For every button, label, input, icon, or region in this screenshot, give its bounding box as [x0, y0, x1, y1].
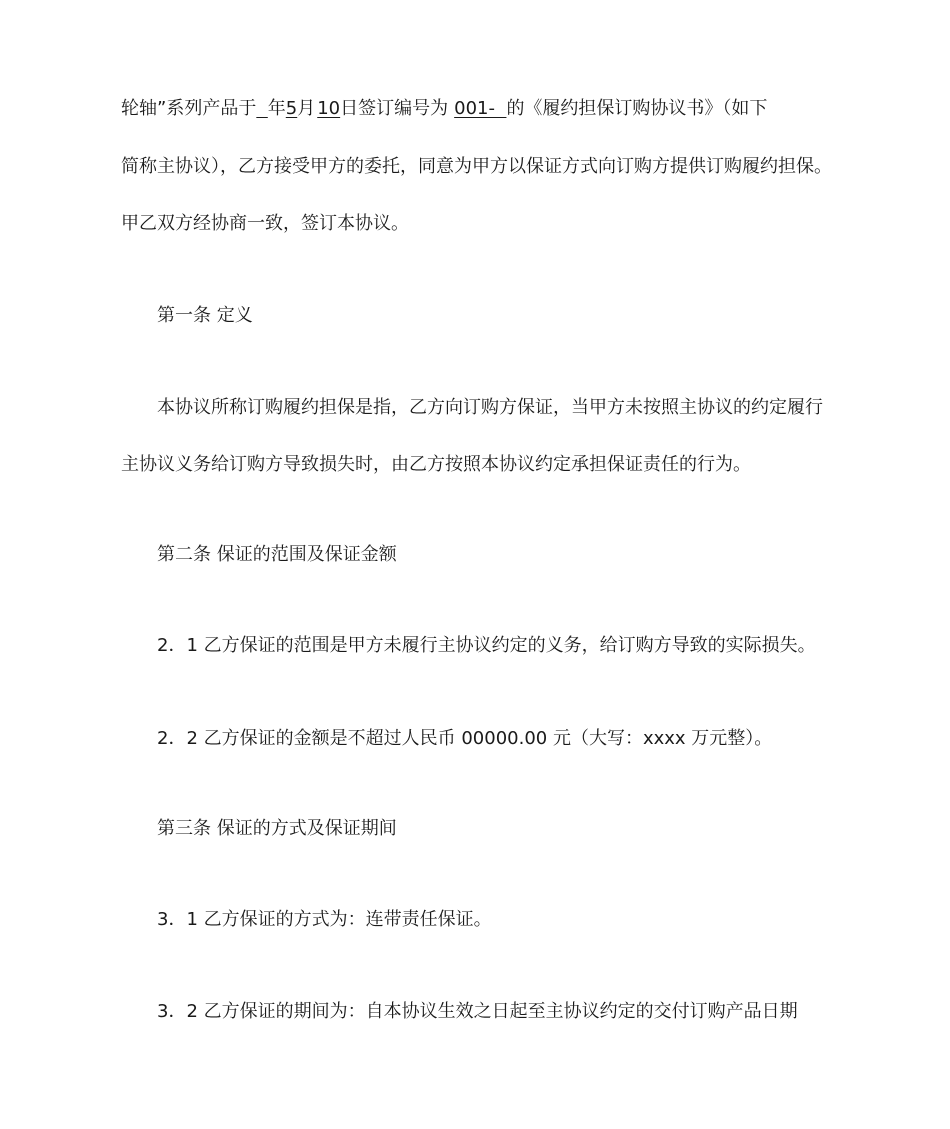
article-1-paragraph-line-1: 本协议所称订购履约担保是指，乙方向订购方保证，当甲方未按照主协议的约定履行: [157, 397, 823, 418]
day-value: 10: [317, 98, 341, 119]
article-2-item-2: 2．2 乙方保证的金额是不超过人民币 00000.00 元（大写：xxxx 万元整）。: [157, 728, 773, 749]
article-2-heading: 第二条 保证的范围及保证金额: [157, 544, 397, 565]
preamble-line-1: [121, 97, 767, 121]
preamble-line-3: 甲乙双方经协商一致，签订本协议。: [121, 213, 409, 234]
article-3-item-1: 3．1 乙方保证的方式为：连带责任保证。: [157, 909, 492, 930]
preamble-text-e: 的《履约担保订购协议书》（如下: [506, 98, 768, 119]
article-1-paragraph-line-2: 主协议义务给订购方导致损失时，由乙方按照本协议约定承担保证责任的行为。: [121, 454, 751, 475]
preamble-text-b: 年: [267, 98, 286, 119]
preamble-text-d: 日签订编号为: [340, 98, 449, 119]
preamble-line-2: 简称主协议），乙方接受甲方的委托，同意为甲方以保证方式向订购方提供订购履约担保。: [121, 156, 832, 177]
preamble-text-a: 轮轴”系列产品于: [121, 98, 257, 119]
contract-number: 001-: [454, 98, 507, 119]
month-value: 5: [285, 98, 298, 119]
year-blank: [256, 98, 267, 119]
article-2-item-1: 2．1 乙方保证的范围是甲方未履行主协议约定的义务，给订购方导致的实际损失。: [157, 635, 816, 656]
article-3-heading: 第三条 保证的方式及保证期间: [157, 818, 397, 839]
article-1-heading: 第一条 定义: [157, 305, 253, 326]
article-3-item-2: 3．2 乙方保证的期间为：自本协议生效之日起至主协议约定的交付订购产品日期: [157, 1001, 798, 1022]
preamble-text-c: 月: [297, 98, 316, 119]
